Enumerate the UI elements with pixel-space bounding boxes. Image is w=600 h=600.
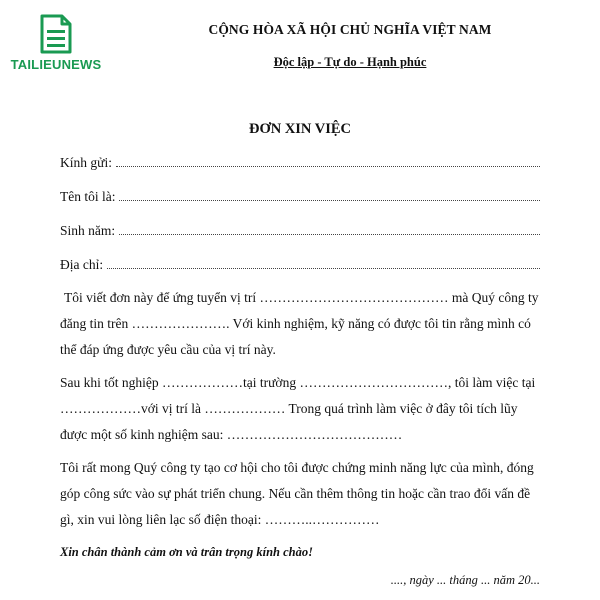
birth-year-field xyxy=(60,223,540,239)
document-title: ĐƠN XIN VIỆC xyxy=(248,121,352,137)
closing-line: Xin chân thành cảm ơn và trân trọng kính chào! xyxy=(60,545,313,559)
address-field xyxy=(60,257,540,273)
national-motto xyxy=(0,55,600,70)
paragraph-experience: Sau khi tốt nghiệp ………………tại trường ……………………………, tôi làm việc tại ………………với vị trí là ……………… Trong quá trình làm việc ở đây tôi tích lũy được một số kinh nghiệm sau: ………………………………… xyxy=(60,375,536,442)
paragraph-request: Tôi rất mong Quý công ty tạo cơ hội cho tôi được chứng minh năng lực của mình, đóng góp công sức vào sự phát triển chung. Nếu cần thêm thông tin hoặc cần trao đổi vấn đề gì, xin vui lòng liên lạc số điện thoại: ………..…………… xyxy=(60,460,534,527)
address-label: Địa chỉ: xyxy=(60,257,104,272)
recipient-label: Kính gửi: xyxy=(60,155,112,170)
name-label: Tên tôi là: xyxy=(60,189,116,204)
recipient-blank xyxy=(116,165,540,167)
name-blank xyxy=(119,199,540,201)
address-blank xyxy=(107,267,540,269)
paragraph-application: Tôi viết đơn này để ứng tuyển vị trí …………………………………… mà Quý công ty đăng tin trên …………………. Với kinh nghiệm, kỹ năng có được tôi tin rằng mình có thể đáp ứng được yêu cầu của vị trí này. xyxy=(60,290,539,357)
nation-heading: CỘNG HÒA XÃ HỘI CHỦ NGHĨA VIỆT NAM xyxy=(208,22,492,37)
date-line: ...., ngày ... tháng ... năm 20... xyxy=(390,573,540,587)
motto-text: Độc lập - Tự do - Hạnh phúc xyxy=(273,55,427,69)
birth-year-label: Sinh năm: xyxy=(60,223,116,238)
recipient-field xyxy=(60,155,540,171)
birth-year-blank xyxy=(119,233,540,235)
name-field xyxy=(60,189,540,205)
logo-text: TAILIEUNEWS xyxy=(10,57,102,72)
